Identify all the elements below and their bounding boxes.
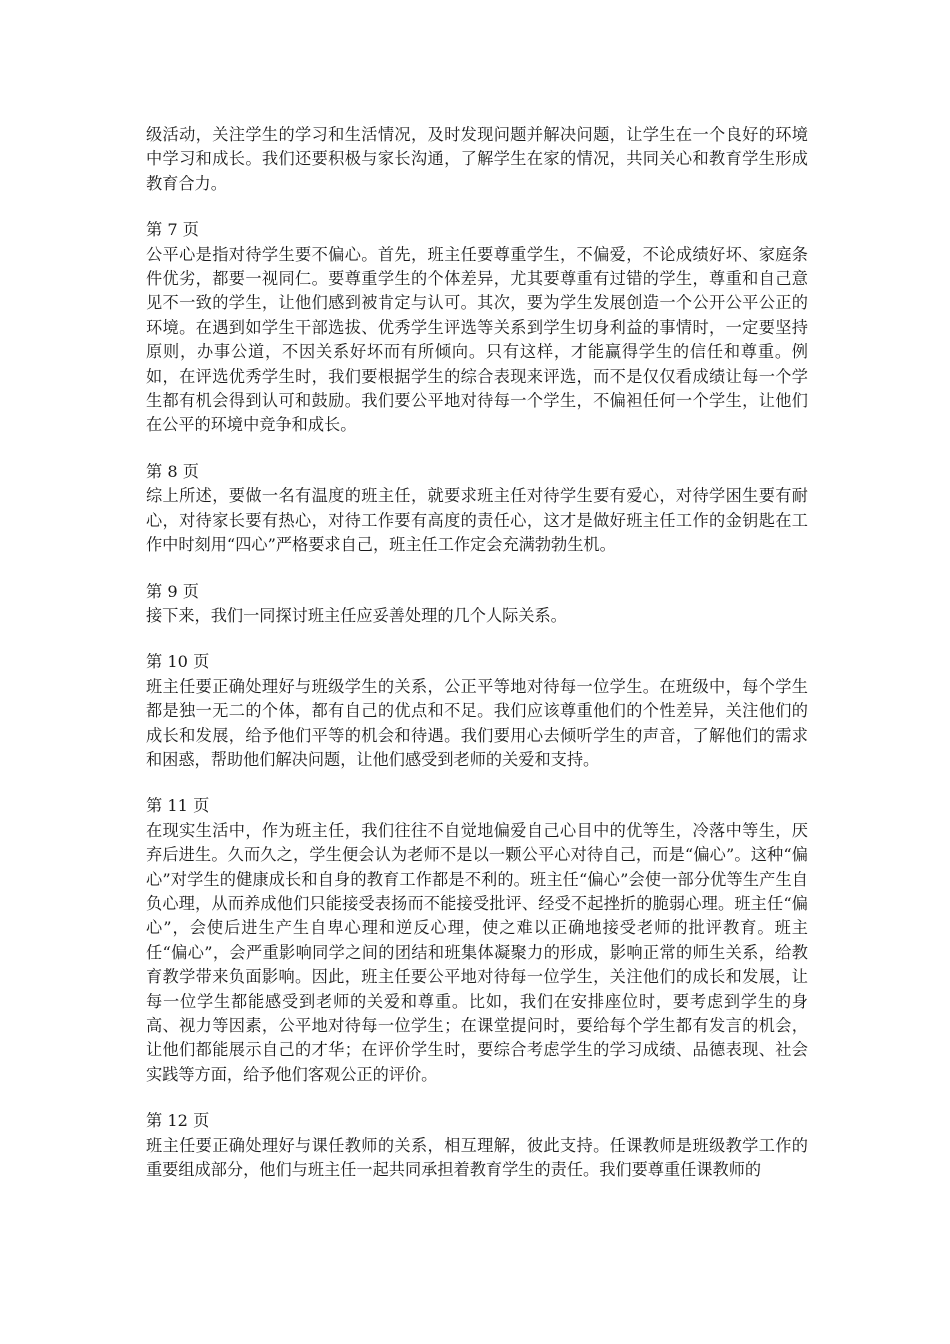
- intro-paragraph: 级活动，关注学生的学习和生活情况，及时发现问题并解决问题，让学生在一个良好的环境中学习和成长。我们还要积极与家长沟通，了解学生在家的情况，共同关心和教育学生形成教育合力。: [146, 125, 808, 193]
- page-number-label: 第 10 页: [146, 652, 210, 672]
- page-number-label: 第 7 页: [146, 220, 199, 240]
- page-number-label: 第 12 页: [146, 1111, 210, 1131]
- page-number-label: 第 11 页: [146, 796, 210, 816]
- section-paragraph: 综上所述，要做一名有温度的班主任，就要求班主任对待学生要有爱心，对待学困生要有耐心，对待家长要有热心，对待工作要有高度的责任心，这才是做好班主任工作的金钥匙在工作中时刻用“四心”严格要求自己，班主任工作定会充满勃勃生机。: [146, 486, 808, 555]
- section-paragraph: 班主任要正确处理好与班级学生的关系，公正平等地对待每一位学生。在班级中，每个学生都是独一无二的个体，都有自己的优点和不足。我们应该尊重他们的个性差异，关注他们的成长和发展，给予他们平等的机会和待遇。我们要用心去倾听学生的声音，了解他们的需求和困惑，帮助他们解决问题，让他们感受到老师的关爱和支持。: [146, 676, 808, 769]
- section-paragraph: 接下来，我们一同探讨班主任应妥善处理的几个人际关系。: [146, 605, 567, 625]
- section-page-10: [146, 650, 808, 772]
- page-number-label: 第 9 页: [146, 581, 199, 601]
- section-paragraph: 在现实生活中，作为班主任，我们往往不自觉地偏爱自己心目中的优等生，冷落中等生，厌弃后进生。久而久之，学生便会认为老师不是以一颗公平心对待自己，而是“偏心”。这种“偏心”对学生的健康成长和自身的教育工作都是不利的。班主任“偏心”会使一部分优等生产生自负心理，从而养成他们只能接受表扬而不能接受批评、经受不起挫折的脆弱心理。班主任“偏心”，会使后进生产生自卑心理和逆反心理，使之难以正确地接受老师的批评教育。班主任“偏心”，会严重影响同学之间的团结和班集体凝聚力的形成，影响正常的师生关系，给教育教学带来负面影响。因此，班主任要公平地对待每一位学生，关注他们的成长和发展，让每一位学生都能感受到老师的关爱和尊重。比如，我们在安排座位时，要考虑到学生的身高、视力等因素，公平地对待每一位学生；在课堂提问时，要给每个学生都有发言的机会，让他们都能展示自己的才华；在评价学生时，要综合考虑学生的学习成绩、品德表现、社会实践等方面，给予他们客观公正的评价。: [146, 820, 808, 1084]
- page-number-label: 第 8 页: [146, 461, 199, 481]
- section-paragraph: 班主任要正确处理好与课任教师的关系，相互理解，彼此支持。任课教师是班级教学工作的重要组成部分，他们与班主任一起共同承担着教育学生的责任。我们要尊重任课教师的: [146, 1135, 808, 1180]
- document-page: [146, 123, 808, 1204]
- section-page-9: [146, 580, 808, 629]
- section-page-12: [146, 1109, 808, 1182]
- section-page-11: [146, 794, 808, 1087]
- intro-section: [146, 123, 808, 196]
- section-page-8: [146, 460, 808, 558]
- section-paragraph: 公平心是指对待学生要不偏心。首先，班主任要尊重学生，不偏爱，不论成绩好坏、家庭条件优劣，都要一视同仁。要尊重学生的个体差异，尤其要尊重有过错的学生，尊重和自己意见不一致的学生，让他们感到被肯定与认可。其次，要为学生发展创造一个公开公平公正的环境。在遇到如学生干部选拔、优秀学生评选等关系到学生切身利益的事情时，一定要坚持原则，办事公道，不因关系好坏而有所倾向。只有这样，才能赢得学生的信任和尊重。例如，在评选优秀学生时，我们要根据学生的综合表现来评选，而不是仅仅看成绩让每一个学生都有机会得到认可和鼓励。我们要公平地对待每一个学生，不偏袒任何一个学生，让他们在公平的环境中竞争和成长。: [146, 244, 808, 435]
- section-page-7: [146, 218, 808, 438]
